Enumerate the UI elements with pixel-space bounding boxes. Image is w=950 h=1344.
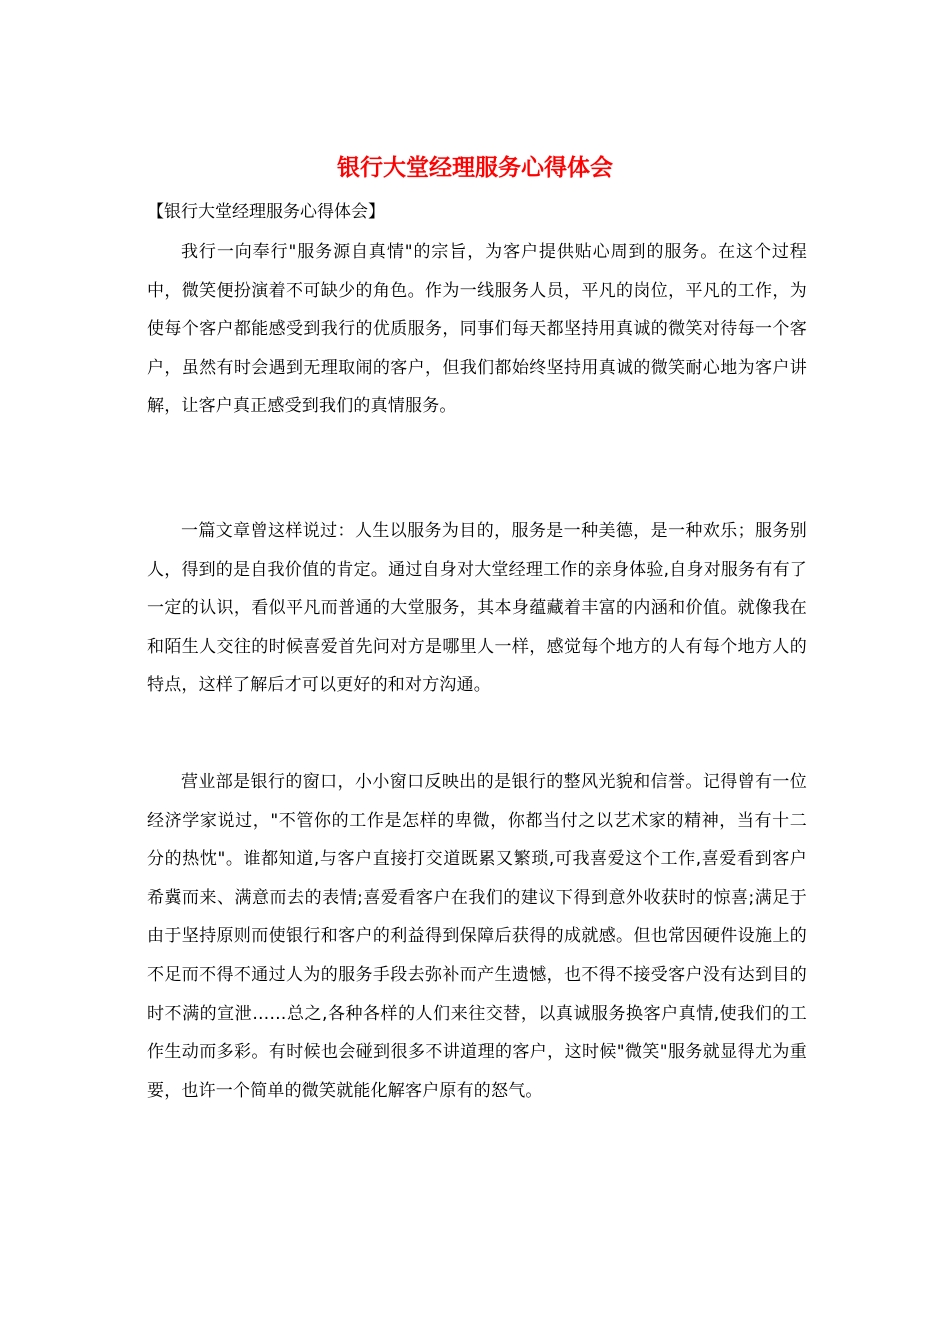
paragraph-3: 营业部是银行的窗口，小小窗口反映出的是银行的整风光貌和信誉。记得曾有一位经济学家说过，"不管你的工作是怎样的卑微，你都当付之以艺术家的精神，当有十二分的热忱"。谁都知道,与客户直接打交道既累又繁琐,可我喜爱这个工作,喜爱看到客户希冀而来、满意而去的表情;喜爱看客户在我们的建议下得到意外收获时的惊喜;满足于由于坚持原则而使银行和客户的利益得到保障后获得的成就感。但也常因硬件设施上的不足而不得不通过人为的服务手段去弥补而产生遗憾，也不得不接受客户没有达到目的时不满的宣泄……总之,各种各样的人们来往交替，以真诚服务换客户真情,使我们的工作生动而多彩。有时候也会碰到很多不讲道理的客户，这时候"微笑"服务就显得尤为重要，也许一个简单的微笑就能化解客户原有的怒气。 — [147, 772, 807, 1101]
document-subtitle: 【银行大堂经理服务心得体会】 — [147, 202, 385, 222]
document-title: 银行大堂经理服务心得体会 — [337, 154, 613, 181]
paragraph-2: 一篇文章曾这样说过：人生以服务为目的，服务是一种美德，是一种欢乐；服务别人，得到的是自我价值的肯定。通过自身对大堂经理工作的亲身体验,自身对服务有有了一定的认识，看似平凡而普通的大堂服务，其本身蕴藏着丰富的内涵和价值。就像我在和陌生人交往的时候喜爱首先问对方是哪里人一样，感觉每个地方的人有每个地方人的特点，这样了解后才可以更好的和对方沟通。 — [147, 521, 807, 696]
paragraph-1: 我行一向奉行"服务源自真情"的宗旨，为客户提供贴心周到的服务。在这个过程中，微笑便扮演着不可缺少的角色。作为一线服务人员，平凡的岗位，平凡的工作，为使每个客户都能感受到我行的优质服务，同事们每天都坚持用真诚的微笑对待每一个客户，虽然有时会遇到无理取闹的客户，但我们都始终坚持用真诚的微笑耐心地为客户讲解，让客户真正感受到我们的真情服务。 — [147, 242, 807, 417]
